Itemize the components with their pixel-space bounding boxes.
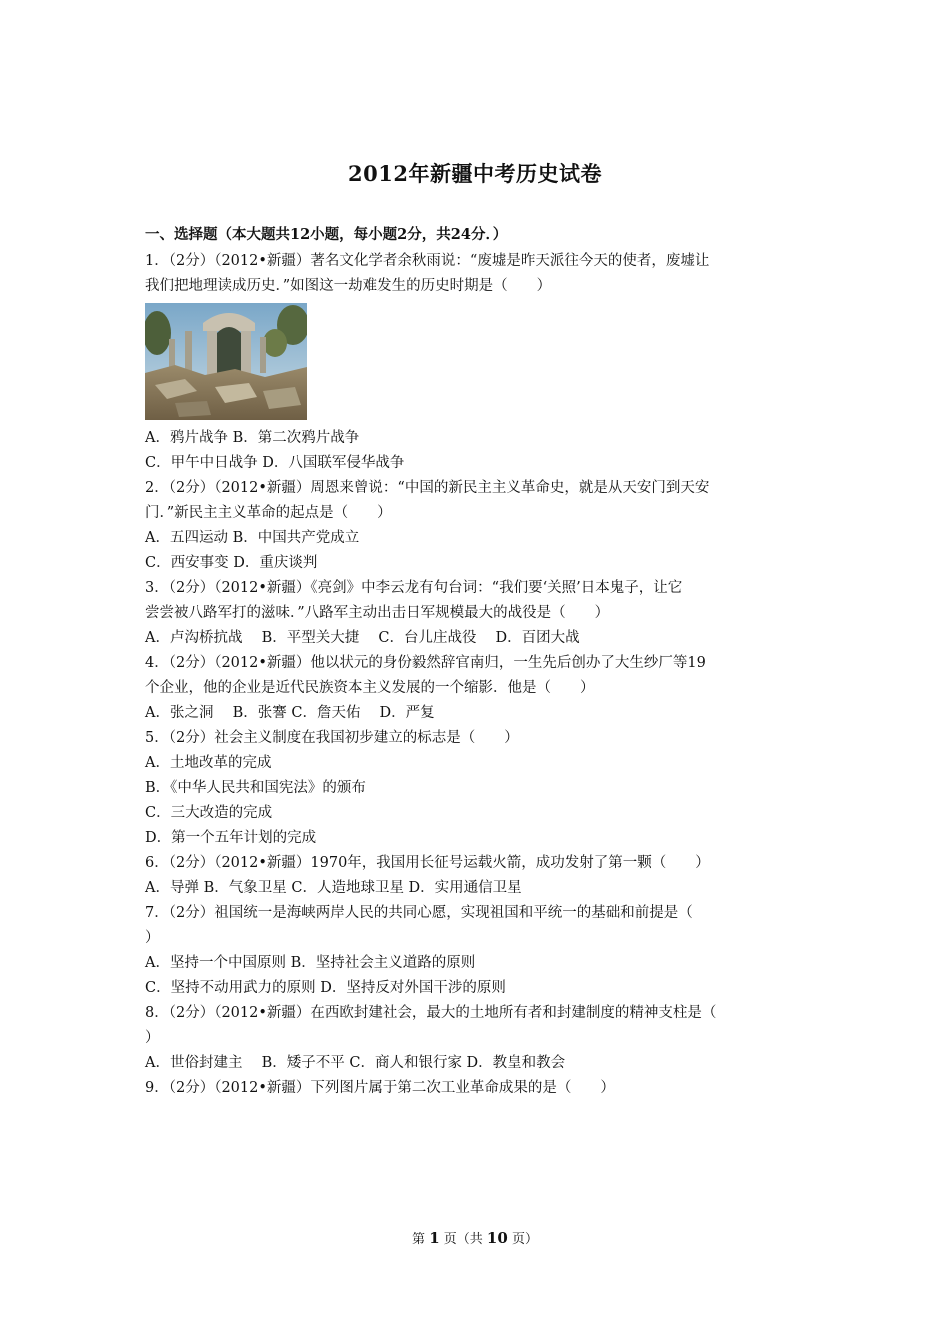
question-3-options: A．卢沟桥抗战 B．平型关大捷 C．台儿庄战役 D．百团大战: [145, 630, 580, 646]
question-8-options: A．世俗封建主 B．矮子不平 C．商人和银行家 D．教皇和教会: [145, 1055, 566, 1071]
question-5-option-a: A．土地改革的完成: [145, 755, 272, 771]
question-3-line-1: 3．（2分）（2012•新疆）《亮剑》中李云龙有句台词：“我们要‘关照’日本鬼子，让它: [145, 580, 683, 596]
question-7-line-2: ）: [145, 930, 160, 946]
footer-total-pages: 10: [486, 1229, 508, 1247]
question-6-stem: 6．（2分）（2012•新疆）1970年，我国用长征号运载火箭，成功发射了第一颗（ ）: [145, 855, 710, 871]
question-2-options-cd: C．西安事变 D．重庆谈判: [145, 555, 318, 571]
section-heading: 一、选择题（本大题共12小题，每小题2分，共24分．）: [145, 226, 508, 243]
question-8-line-1: 8．（2分）（2012•新疆）在西欧封建社会，最大的土地所有者和封建制度的精神支柱是（: [145, 1005, 717, 1021]
question-7-line-1: 7．（2分）祖国统一是海峡两岸人民的共同心愿，实现祖国和平统一的基础和前提是（: [145, 905, 693, 921]
question-3-line-2: 尝尝被八路军打的滋味．”八路军主动出击日军规模最大的战役是（ ）: [145, 605, 610, 621]
question-2-options-ab: A．五四运动 B．中国共产党成立: [145, 530, 360, 546]
question-4-line-2: 个企业，他的企业是近代民族资本主义发展的一个缩影．他是（ ）: [145, 680, 595, 696]
ruins-photo: [145, 303, 307, 420]
question-5-option-d: D．第一个五年计划的完成: [145, 830, 317, 846]
question-1-options-cd: C．甲午中日战争 D．八国联军侵华战争: [145, 455, 405, 471]
question-9-stem: 9．（2分）（2012•新疆）下列图片属于第二次工业革命成果的是（ ）: [145, 1080, 615, 1096]
question-4-line-1: 4．（2分）（2012•新疆）他以状元的身份毅然辞官南归，一生先后创办了大生纱厂等19: [145, 655, 706, 671]
footer-middle: 页（共: [443, 1232, 483, 1247]
question-1-options-ab: A．鸦片战争 B．第二次鸦片战争: [145, 430, 360, 446]
question-5-option-c: C．三大改造的完成: [145, 805, 273, 821]
footer-suffix: 页）: [511, 1232, 538, 1247]
question-7-options-cd: C．坚持不动用武力的原则 D．坚持反对外国干涉的原则: [145, 980, 506, 996]
question-4-options: A．张之洞 B．张謇 C．詹天佑 D．严复: [145, 705, 435, 721]
question-6-options: A．导弹 B．气象卫星 C．人造地球卫星 D．实用通信卫星: [145, 880, 522, 896]
question-1-line-1: 1．（2分）（2012•新疆）著名文化学者余秋雨说：“废墟是昨天派往今天的使者，废墟让: [145, 253, 710, 269]
question-5-option-b: B．《中华人民共和国宪法》的颁布: [145, 780, 366, 796]
question-7-options-ab: A．坚持一个中国原则 B．坚持社会主义道路的原则: [145, 955, 476, 971]
question-8-line-2: ）: [145, 1030, 160, 1046]
document-body: [145, 222, 815, 1101]
footer-prefix: 第: [412, 1232, 426, 1247]
question-2-line-2: 门．”新民主主义革命的起点是（ ）: [145, 505, 392, 521]
page-title: 2012年新疆中考历史试卷: [348, 161, 602, 186]
footer-page-number: 1: [429, 1229, 440, 1247]
question-5-stem: 5．（2分）社会主义制度在我国初步建立的标志是（ ）: [145, 730, 519, 746]
question-2-line-1: 2．（2分）（2012•新疆）周恩来曾说：“中国的新民主主义革命史，就是从天安门到天安: [145, 480, 710, 496]
page-footer: [0, 1228, 950, 1247]
question-1-line-2: 我们把地理读成历史．”如图这一劫难发生的历史时期是（ ）: [145, 278, 552, 294]
